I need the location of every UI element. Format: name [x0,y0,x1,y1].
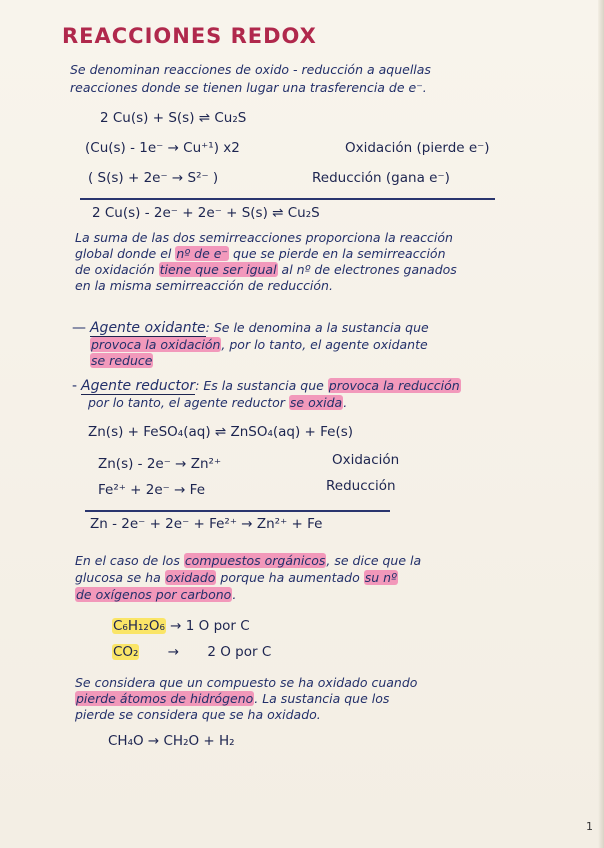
explain-line-2b: que se pierde en la semirreacción [229,246,446,261]
highlight-se-reduce: se reduce [91,353,153,368]
sum-divider-2 [85,510,390,512]
equation-cu-oxidation: (Cu(s) - 1e⁻ → Cu⁺¹) x2 [85,140,240,156]
formula-co2: CO₂ [113,644,139,660]
oxidant-def-2: , por lo tanto, el agente oxidante [221,337,428,352]
oxidant-line-3 [90,353,153,368]
highlight-pierde-hidrogeno: pierde átomos de hidrógeno [76,691,254,706]
reductor-def-2b: . [343,395,348,410]
reductor-line-2 [88,395,347,410]
reductor-dash: - [72,378,78,394]
hydrogen-line-2 [75,691,389,706]
organic-line-2 [75,570,398,585]
hydrogen-text-2b: . La sustancia que los [254,691,390,706]
explain-line-4: en la misma semirreacción de reducción. [75,278,333,293]
label-oxidation-2: Oxidación [332,452,400,468]
ratio-co2 [112,644,271,660]
explain-line-3 [75,262,457,277]
sum-divider-1 [80,198,495,200]
highlight-equal: tiene que ser igual [159,262,277,277]
oxidant-term: Agente oxidante [89,320,206,336]
label-oxidation-1: Oxidación (pierde e⁻) [345,140,490,156]
equation-fe-reduction: Fe²⁺ + 2e⁻ → Fe [98,482,206,498]
highlight-provoca-reduccion: provoca la reducción [328,378,460,393]
explain-line-3b: al nº de electrones ganados [277,262,457,277]
reductor-line-1 [72,378,461,394]
intro-line-1: Se denominan reacciones de oxido - reducción a aquellas [70,62,431,77]
intro-line-2: reacciones donde se tienen lugar una trasferencia de e⁻. [70,80,427,95]
equation-zn-oxidation: Zn(s) - 2e⁻ → Zn²⁺ [98,456,222,472]
explain-line-2 [75,246,446,261]
organic-text-1a: En el caso de los [75,553,184,568]
equation-zn-fe-main: Zn(s) + FeSO₄(aq) ⇌ ZnSO₄(aq) + Fe(s) [88,424,354,440]
oxidant-dash: — [72,320,86,336]
highlight-provoca-oxidacion: provoca la oxidación [91,337,221,352]
organic-text-1b: , se dice que la [326,553,422,568]
ratio-co2-text: 2 O por C [207,644,272,660]
equation-s-reduction: ( S(s) + 2e⁻ → S²⁻ ) [88,170,219,186]
hydrogen-line-1: Se considera que un compuesto se ha oxidado cuando [75,675,418,690]
oxidant-def-1: : Se le denomina a la sustancia que [205,320,429,335]
page-title: REACCIONES REDOX [62,24,317,48]
explain-line-2a: global donde el [75,246,176,261]
equation-methanol: CH₄O → CH₂O + H₂ [108,733,235,749]
explain-line-3a: de oxidación [75,262,159,277]
reductor-def-2: por lo tanto, el agente reductor [88,395,289,410]
page-number: 1 [586,820,593,833]
arrow-glucose: → [170,618,182,634]
highlight-electrons: nº de e⁻ [176,246,229,261]
equation-cu-s-main: 2 Cu(s) + S(s) ⇌ Cu₂S [100,110,247,126]
highlight-oxidado: oxidado [165,570,216,585]
reductor-def-1: : Es la sustancia que [195,378,328,393]
formula-glucose: C₆H₁₂O₆ [113,618,165,634]
highlight-oxigenos-por-carbono: de oxígenos por carbono [76,587,232,602]
oxidant-line-2 [90,337,428,352]
ratio-glucose-text: 1 O por C [185,618,250,634]
explain-line-1: La suma de las dos semirreacciones proporciona la reacción [75,230,453,245]
ratio-glucose [112,618,250,634]
equation-cu-s-sum: 2 Cu(s) - 2e⁻ + 2e⁻ + S(s) ⇌ Cu₂S [92,205,320,221]
reductor-term: Agente reductor [81,378,196,394]
organic-text-2a: glucosa se ha [75,570,165,585]
organic-text-2b: porque ha aumentado [216,570,364,585]
oxidant-line-1 [72,320,429,336]
label-reduction-1: Reducción (gana e⁻) [312,170,450,186]
label-reduction-2: Reducción [326,478,396,494]
page-edge-shadow [598,0,604,848]
arrow-co2: → [167,644,180,660]
organic-line-3 [75,587,236,602]
highlight-se-oxida: se oxida [289,395,343,410]
equation-zn-fe-sum: Zn - 2e⁻ + 2e⁻ + Fe²⁺ → Zn²⁺ + Fe [90,516,323,532]
hydrogen-line-3: pierde se considera que se ha oxidado. [75,707,321,722]
organic-text-3b: . [232,587,237,602]
organic-line-1 [75,553,421,568]
highlight-compuestos-organicos: compuestos orgánicos [184,553,326,568]
highlight-su-n: su nº [364,570,397,585]
